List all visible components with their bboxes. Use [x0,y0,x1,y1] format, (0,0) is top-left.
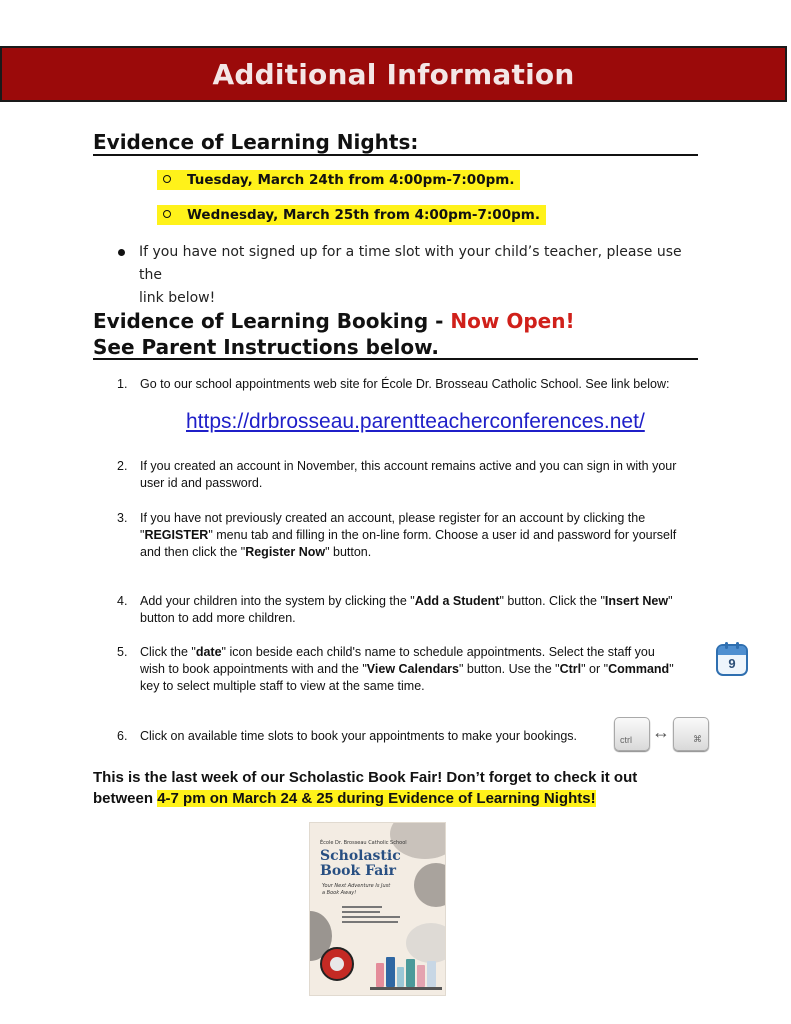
note-line: If you have not signed up for a time slot with your child’s teacher, please use the [139,244,682,283]
instructions-heading-text: See Parent Instructions below. [93,335,439,359]
book-icon [417,965,425,987]
book-icon [427,961,436,987]
ctrl-key-label: ctrl [620,735,632,745]
closing-line: This is the last week of our Scholastic Book Fair! Don’t forget to check it out [93,769,638,786]
step-fragment: " [669,662,674,676]
step-6-text: Click on available time slots to book your appointments to make your bookings. [140,729,578,743]
double-arrow-icon: ↔ [652,722,670,742]
section-divider [93,358,698,360]
step-number: 2. [117,459,128,473]
step-line: If you have not previously created an account, please register for an account by clicking the [140,511,646,525]
header-banner [0,46,787,102]
step-fragment: Add your children into the system by clicking the " [140,594,415,608]
poster-title [320,849,440,879]
poster-title-line: Book Fair [320,863,397,879]
step-fragment: Click the " [140,645,196,659]
date-text: Tuesday, March 24th from 4:00pm-7:00pm. [187,172,515,188]
register-now-label: Register Now [245,545,326,559]
date-label: date [195,645,222,659]
step-4-text [140,593,720,627]
calendar-number: 9 [728,656,736,671]
add-student-label: Add a Student [414,594,500,608]
poster-school: École Dr. Brosseau Catholic School [320,840,407,846]
book-icon [386,957,395,987]
date-text: Wednesday, March 25th from 4:00pm-7:00pm. [187,207,540,223]
step-5-text [140,644,720,695]
wolf-logo-icon [320,947,354,981]
command-key-icon [673,717,709,751]
date-item-wednesday [157,206,546,224]
now-open-label: Now Open! [450,309,575,333]
step-3-text [140,510,720,561]
ctrl-key-icon [614,717,650,751]
step-number: 6. [117,729,128,743]
step-line: button to add more children. [140,611,296,625]
section-heading-booking [93,308,713,360]
appointments-link[interactable]: https://drbrosseau.parentteacherconferences.net/ [186,410,645,433]
highlighted-date [157,170,520,190]
book-fair-poster [309,822,446,996]
closing-fragment: between [93,790,158,807]
command-label: Command [608,662,670,676]
poster-tagline: Your Next Adventure Is Just a Book Away! [322,883,391,896]
page-title: Additional Information [212,57,575,91]
step-fragment: " button. Click the " [499,594,605,608]
calendar-icon [716,644,748,676]
step-number: 1. [117,377,128,391]
step-number: 4. [117,594,128,608]
circle-bullet-icon [163,175,171,183]
step-fragment: " [668,594,673,608]
step-fragment: " button. [325,545,372,559]
book-icon [406,959,415,987]
note-line: link below! [139,290,216,306]
highlighted-date [157,205,546,225]
poster-schedule [342,903,402,926]
ctrl-label: Ctrl [559,662,582,676]
step-number: 3. [117,511,128,525]
section-divider [93,154,698,156]
step-fragment: " or " [581,662,609,676]
section-heading-learning-nights: Evidence of Learning Nights: [93,130,419,154]
booking-heading-text: Evidence of Learning Booking - [93,309,451,333]
step-number: 5. [117,645,128,659]
book-fair-note [93,767,733,809]
circle-bullet-icon [163,210,171,218]
step-fragment: " menu tab and filling in the on-line form. Choose a user id and password for yourself [208,528,677,542]
book-shelf [370,987,442,990]
view-calendars-label: View Calendars [366,662,459,676]
bullet-dot-icon [118,249,125,256]
step-1-text: Go to our school appointments web site for École Dr. Brosseau Catholic School. See link below: [140,377,670,391]
signup-note [139,241,709,310]
step-fragment: and then click the " [140,545,246,559]
step-fragment: wish to book appointments with and the " [140,662,367,676]
step-fragment: " icon beside each child's name to schedule appointments. Select the staff you [221,645,655,659]
book-icon [376,963,384,987]
insert-new-label: Insert New [604,594,669,608]
command-symbol-icon: ⌘ [693,734,702,744]
poster-title-line: Scholastic [320,848,401,864]
step-fragment: " button. Use the " [458,662,560,676]
step-line: user id and password. [140,476,263,490]
date-item-tuesday [157,171,520,189]
book-icon [397,967,404,987]
step-fragment: " [140,528,145,542]
highlighted-closing: 4-7 pm on March 24 & 25 during Evidence of Learning Nights! [157,790,596,807]
step-line: If you created an account in November, this account remains active and you can sign in with your [140,459,677,473]
step-2-text [140,458,715,492]
register-label: REGISTER [144,528,209,542]
step-line: key to select multiple staff to view at the same time. [140,679,425,693]
